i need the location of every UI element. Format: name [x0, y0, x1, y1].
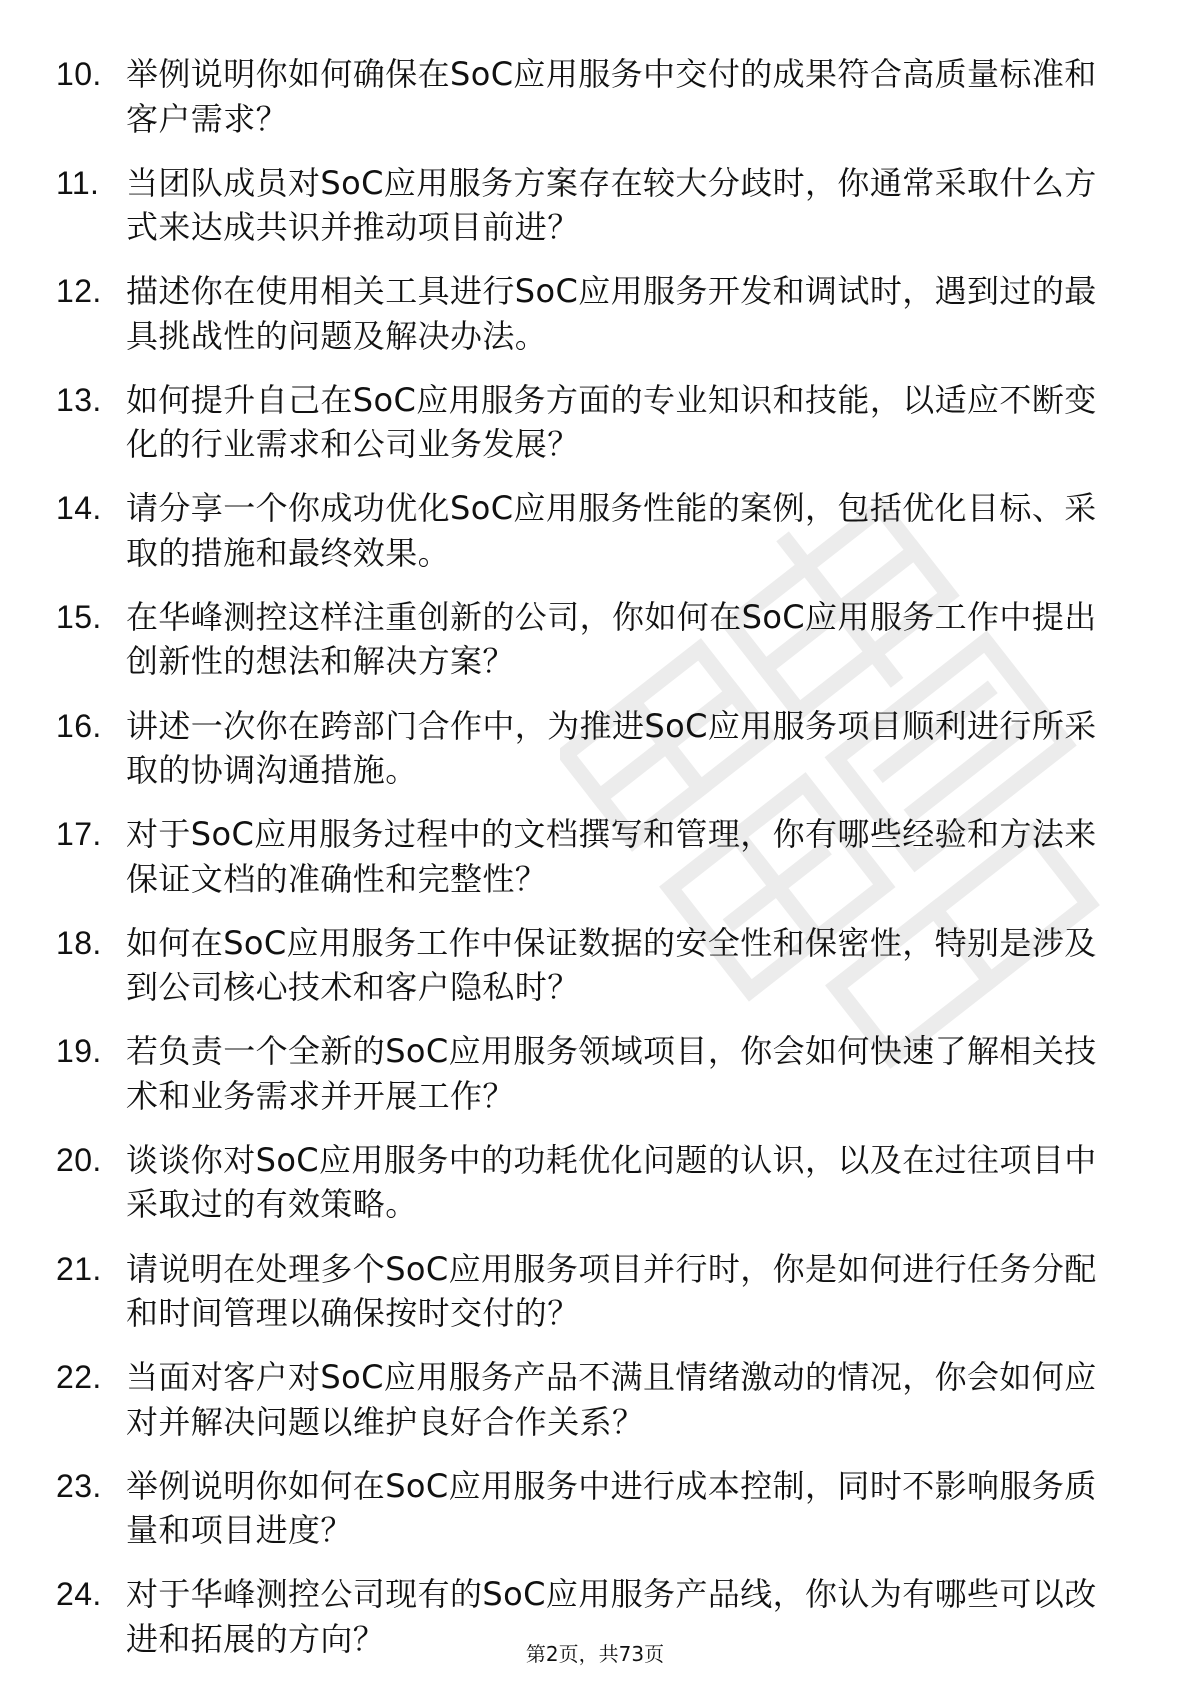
question-number: 17. [56, 816, 102, 853]
page-footer [0, 1638, 1190, 1667]
question-text: 请说明在处理多个SoC应用服务项目并行时，你是如何进行任务分配和时间管理以确保按时交付的？ [126, 1249, 1097, 1333]
question-item [0, 1464, 1190, 1553]
question-item [0, 378, 1190, 467]
question-number: 20. [56, 1141, 102, 1178]
question-number: 12. [56, 273, 102, 310]
question-number: 24. [56, 1576, 102, 1613]
question-number: 19. [56, 1033, 102, 1070]
question-item [0, 1029, 1190, 1118]
question-item [0, 52, 1190, 141]
question-item [0, 1355, 1190, 1444]
page-number-label: 第2页，共73页 [525, 1642, 665, 1666]
question-text: 对于SoC应用服务过程中的文档撰写和管理，你有哪些经验和方法来保证文档的准确性和完整性？ [126, 815, 1097, 898]
question-text: 当团队成员对SoC应用服务方案存在较大分歧时，你通常采取什么方式来达成共识并推动项目前进？ [126, 163, 1097, 247]
question-item [0, 704, 1190, 793]
question-number: 21. [56, 1250, 102, 1287]
question-item [0, 812, 1190, 901]
question-number: 16. [56, 707, 102, 744]
question-item [0, 161, 1190, 250]
question-text: 若负责一个全新的SoC应用服务领域项目，你会如何快速了解相关技术和业务需求并开展工作？ [126, 1032, 1097, 1115]
question-item [0, 1138, 1190, 1227]
question-text: 谈谈你对SoC应用服务中的功耗优化问题的认识，以及在过往项目中采取过的有效策略。 [126, 1140, 1097, 1224]
question-number: 15. [56, 598, 102, 635]
question-text: 如何在SoC应用服务工作中保证数据的安全性和保密性，特别是涉及到公司核心技术和客户隐私时？ [126, 923, 1097, 1007]
question-text: 在华峰测控这样注重创新的公司，你如何在SoC应用服务工作中提出创新性的想法和解决方案？ [126, 597, 1097, 681]
question-text: 当面对客户对SoC应用服务产品不满且情绪激动的情况，你会如何应对并解决问题以维护良好合作关系？ [126, 1358, 1097, 1441]
question-text: 对于华峰测控公司现有的SoC应用服务产品线，你认为有哪些可以改进和拓展的方向？ [126, 1575, 1097, 1658]
question-text: 描述你在使用相关工具进行SoC应用服务开发和调试时，遇到过的最具挑战性的问题及解决办法。 [126, 272, 1097, 355]
question-text: 举例说明你如何在SoC应用服务中进行成本控制，同时不影响服务质量和项目进度？ [126, 1466, 1097, 1550]
question-text: 如何提升自己在SoC应用服务方面的专业知识和技能，以适应不断变化的行业需求和公司业务发展？ [126, 380, 1097, 464]
question-list [0, 52, 1190, 1681]
question-text: 讲述一次你在跨部门合作中，为推进SoC应用服务项目顺利进行所采取的协调沟通措施。 [126, 706, 1097, 790]
question-item [0, 921, 1190, 1010]
question-item [0, 269, 1190, 358]
question-number: 14. [56, 490, 102, 527]
question-item [0, 1247, 1190, 1336]
question-number: 11. [56, 164, 100, 201]
question-number: 22. [56, 1359, 102, 1396]
question-text: 举例说明你如何确保在SoC应用服务中交付的成果符合高质量标准和客户需求？ [126, 55, 1097, 138]
question-item [0, 595, 1190, 684]
question-item [0, 486, 1190, 575]
question-number: 10. [56, 56, 102, 92]
question-number: 18. [56, 924, 102, 961]
question-number: 23. [56, 1467, 102, 1504]
question-number: 13. [56, 381, 102, 418]
question-text: 请分享一个你成功优化SoC应用服务性能的案例，包括优化目标、采取的措施和最终效果。 [126, 489, 1097, 572]
